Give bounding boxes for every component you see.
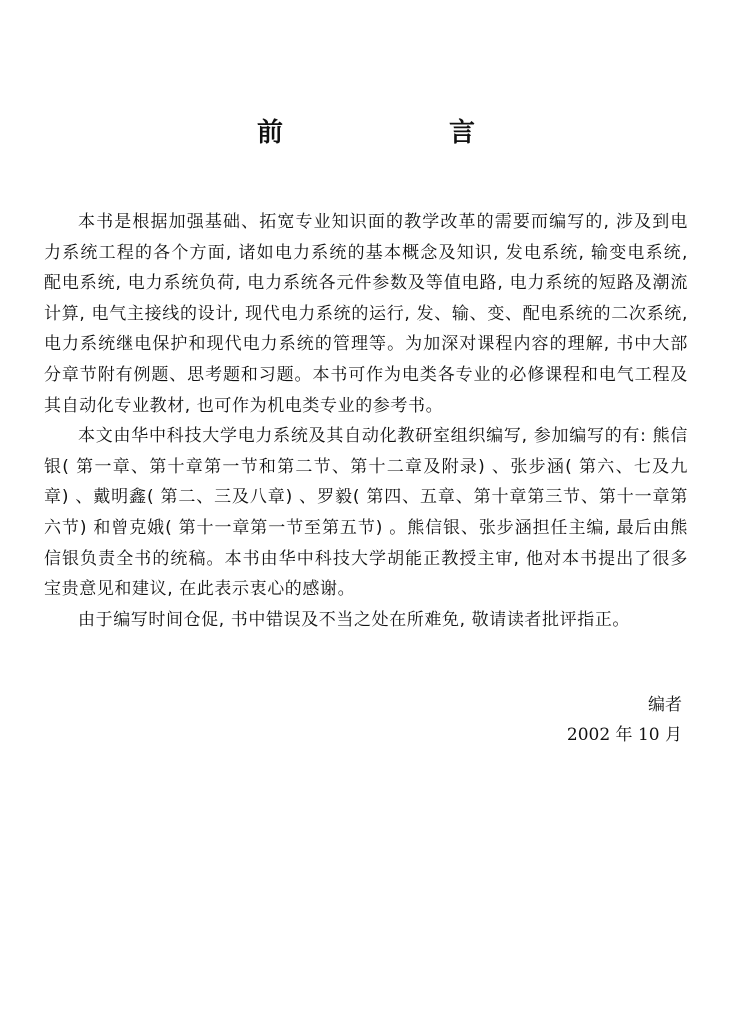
page-title: 前 言 — [256, 118, 545, 148]
paragraph-2: 本文由华中科技大学电力系统及其自动化教研室组织编写, 参加编写的有: 熊信银( 第一章、第十章第一节和第二节、第十二章及附录) 、张步涵( 第六、七及九章) 、戴明鑫( 第二、三及八章) 、罗毅( 第四、五章、第十章第三节、第十一章第六节) 和曾克娥( 第十一章第一节至第五节) 。熊信银、张步涵担任主编, 最后由熊信银负责全书的统稿。本书由华中科技大学胡能正教授主审, 他对本书提出了很多宝贵意见和建议, 在此表示衷心的感谢。 — [44, 426, 688, 600]
date-line: 2002 年 10 月 — [566, 725, 682, 745]
author-signature: 编者 — [648, 695, 682, 715]
signature-block — [567, 690, 682, 750]
paragraph-1: 本书是根据加强基础、拓宽专业知识面的教学改革的需要而编写的, 涉及到电力系统工程的各个方面, 诸如电力系统的基本概念及知识, 发电系统, 输变电系统, 配电系统, 电力系统负荷, 电力系统各元件参数及等值电路, 电力系统的短路及潮流计算, 电气主接线的设计, 现代电力系统的运行, 发、输、变、配电系统的二次系统, 电力系统继电保护和现代电力系统的管理等。为加深对课程内容的理解, 书中大部分章节附有例题、思考题和习题。本书可作为电类各专业的必修课程和电气工程及其自动化专业教材, 也可作为机电类专业的参考书。 — [44, 212, 688, 416]
paragraph-3: 由于编写时间仓促, 书中错误及不当之处在所难免, 敬请读者批评指正。 — [78, 609, 631, 630]
preface-body — [44, 207, 688, 635]
